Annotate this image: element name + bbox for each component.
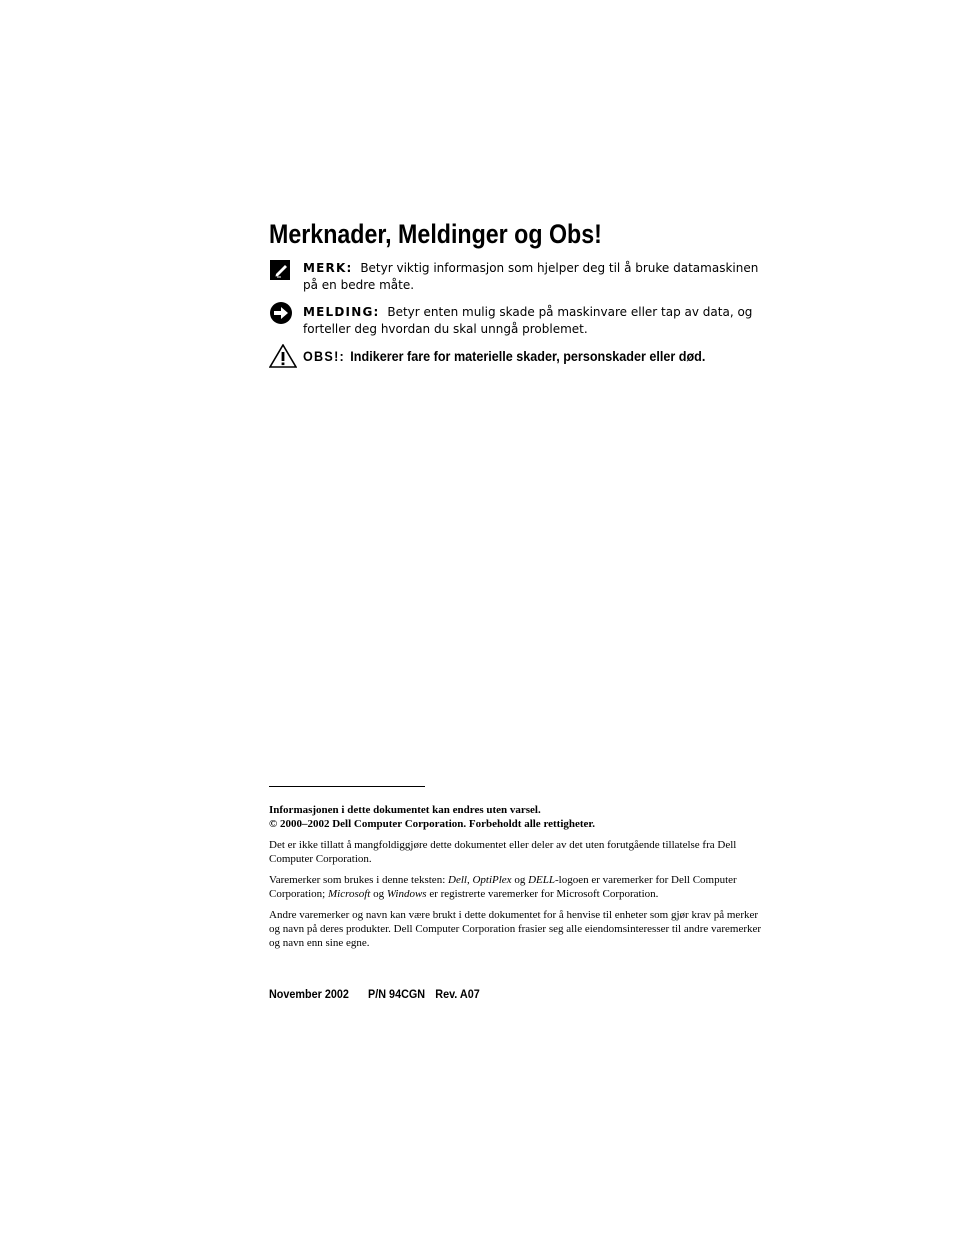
note-melding-text (303, 304, 764, 338)
note-obs-body: Indikerer fare for materielle skader, personskader eller død. (350, 348, 706, 364)
note-melding-label: MELDING: (303, 305, 380, 319)
publication-info (269, 986, 496, 1002)
reproduction-notice: Det er ikke tillatt å mangfoldiggjøre dette dokumentet eller deler av det uten forutgående tillatelse fra Dell Computer Corporation. (269, 839, 737, 865)
other-trademarks-notice: Andre varemerker og navn kan være brukt i dette dokumentet for å henvise til enheter som gjør krav på merker og navn på deres produkter. Dell Computer Corporation frasier seg alle eiendomsinteresser til andre varemerker og navn enn sine egne. (269, 909, 762, 949)
legal-footer (269, 803, 769, 957)
pencil-note-icon (269, 259, 293, 283)
arrow-circle-icon (269, 301, 293, 325)
note-obs-label: OBS!: (303, 348, 346, 364)
footnote-divider (269, 786, 425, 787)
part-number: P/N 94CGN (368, 987, 426, 1001)
warning-triangle-icon (269, 344, 297, 368)
change-notice: Informasjonen i dette dokumentet kan endres uten varsel. (269, 804, 541, 816)
note-melding (269, 304, 764, 338)
note-merk (269, 260, 764, 294)
legal-notice-block (269, 803, 769, 831)
note-obs-text (303, 347, 718, 365)
note-merk-body: Betyr viktig informasjon som hjelper deg til å bruke datamaskinen på en bedre måte. (303, 261, 759, 292)
note-merk-label: MERK: (303, 261, 353, 275)
trademarks-notice: Varemerker som brukes i denne teksten: Dell, OptiPlex og DELL-logoen er varemerker for Dell Computer Corporation; Microsoft og Windows er registrerte varemerker for Microsoft Corporation. (269, 874, 737, 900)
note-merk-text (303, 260, 764, 294)
note-melding-body: Betyr enten mulig skade på maskinvare eller tap av data, og forteller deg hvordan du skal unngå problemet. (303, 305, 753, 336)
revision: Rev. A07 (435, 987, 480, 1001)
publication-date: November 2002 (269, 987, 349, 1001)
page-title: Merknader, Meldinger og Obs! (269, 219, 602, 249)
copyright-notice: © 2000–2002 Dell Computer Corporation. Forbeholdt alle rettigheter. (269, 818, 596, 830)
note-obs (269, 347, 764, 365)
